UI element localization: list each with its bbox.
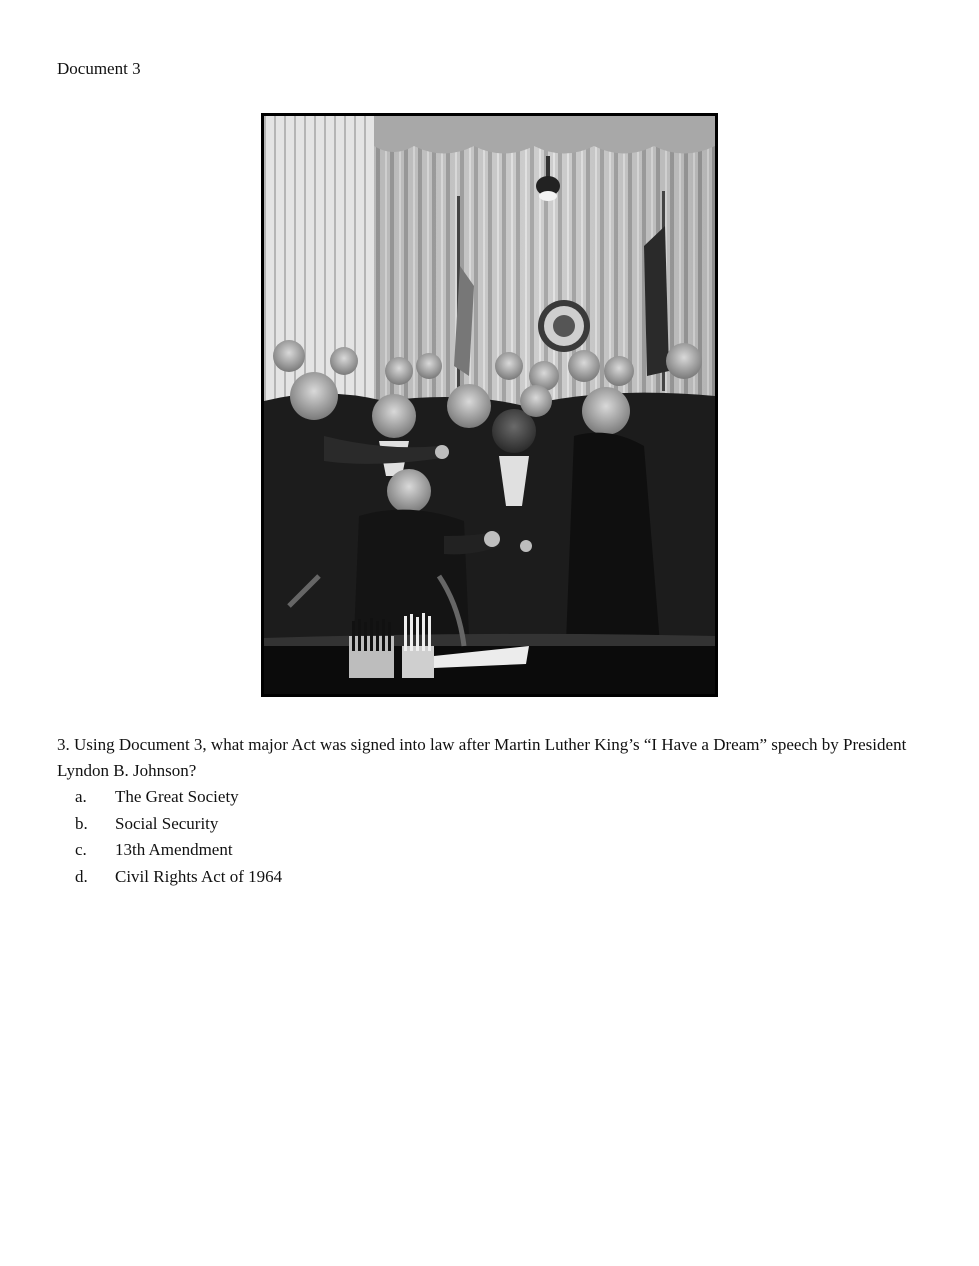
option-text: 13th Amendment [115, 840, 233, 859]
answer-options [57, 784, 282, 890]
option-text: Civil Rights Act of 1964 [115, 866, 283, 886]
option-text: The Great Society [115, 787, 239, 806]
option-letter: b. [75, 813, 88, 833]
option-letter: c. [75, 840, 87, 859]
document-label: Document 3 [57, 59, 141, 78]
historical-photograph [261, 113, 718, 697]
answer-option-d [57, 864, 282, 891]
photograph-icon [264, 116, 715, 694]
answer-option-c [57, 837, 282, 864]
question-text: 3. Using Document 3, what major Act was signed into law after Martin Luther King’s “I Have a Dream” speech by President Lyndon B. Johnson? [57, 735, 907, 780]
option-text: Social Security [115, 813, 219, 833]
option-letter: a. [75, 787, 87, 806]
option-letter: d. [75, 866, 88, 886]
answer-option-a [57, 784, 282, 811]
answer-option-b [57, 811, 282, 838]
